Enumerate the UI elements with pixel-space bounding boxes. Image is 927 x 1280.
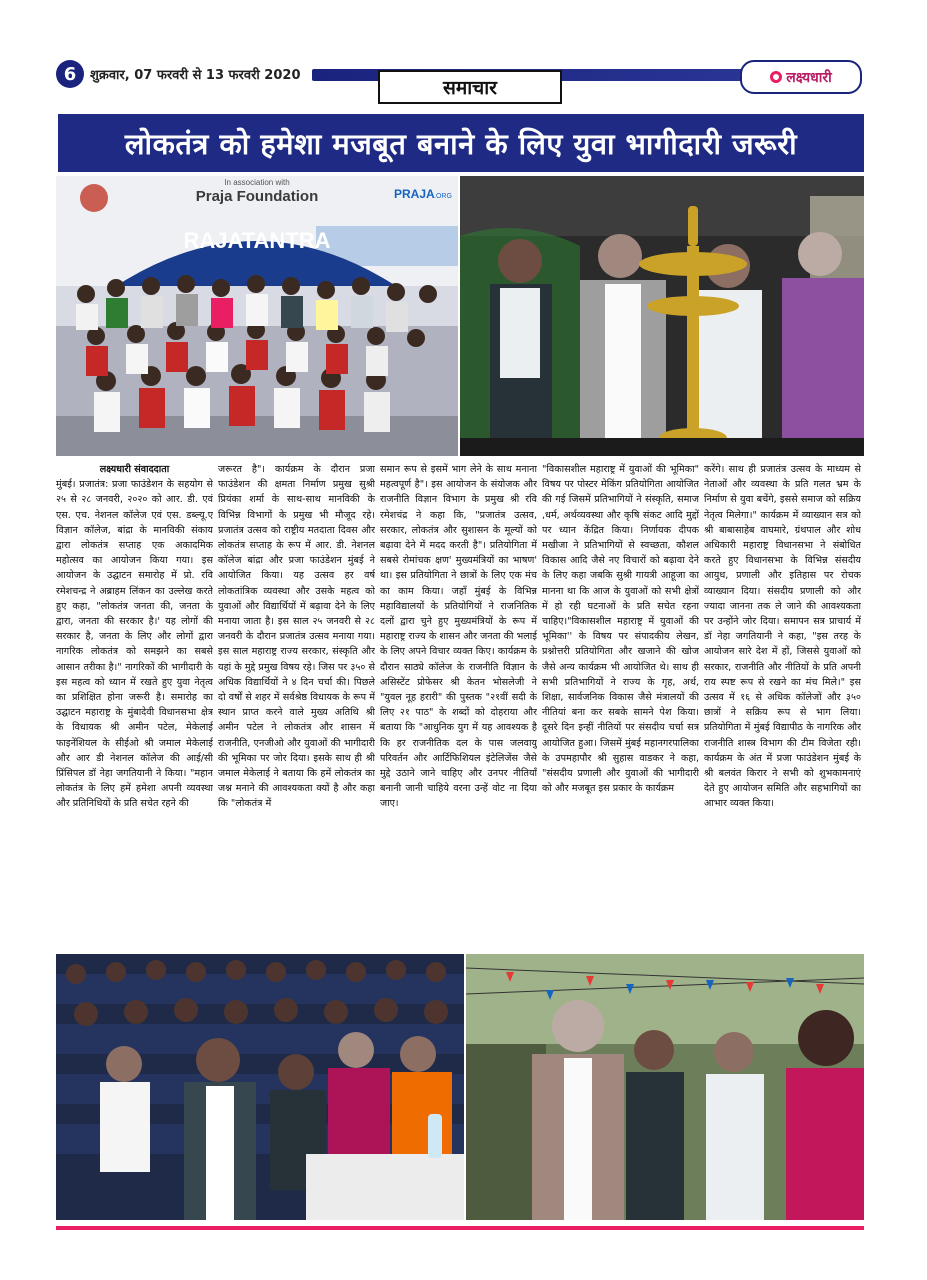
brand-ring-icon [770, 71, 782, 83]
group-photo [56, 176, 458, 456]
issue-date: शुक्रवार, 07 फरवरी से 13 फरवरी 2020 [90, 68, 301, 83]
byline: लक्ष्यधारी संवाददाता [99, 464, 170, 475]
photo-banner-small: In association with [224, 178, 290, 187]
page-number: 6 [56, 60, 84, 88]
brand-logo [740, 60, 862, 94]
audience-photo [56, 954, 464, 1220]
article-column-5-text: करेंगे। साथ ही प्रजातंत्र उत्सव के माध्यम से नेताओं और व्यवस्था के प्रति गलत भ्रम के निर्माण से युवा बचेंगे, इससे समाज को सक्रिय नेतृत्व मिलेगा।" कार्यक्रम में व्याख्यान सत्र को श्री बाबासाहेब वाघमारे, ग्रंथपाल और शोध अधिकारी महाराष्ट्र विधानसभा ने संबोधित करते हुए विधानसभा के विभिन्न संसदीय आयुध, प्रणाली और इतिहास पर रोचक व्याख्यान दिया। संसदीय प्रणाली को और ज्यादा जानना तक ले जाने की आवश्यकता पर उन्होंने जोर दिया। समापन सत्र प्राचार्य में डॉ नेहा जगतियानी ने कहा, "इस तरह के आयोजन सारे देश में हों, जिससे युवाओं को सरकार, राजनीति और नीतियों के प्रति अपनी राय स्पष्ट रूप से रखने का मंच मिले।" इस उत्सव में १६ से अधिक कॉलेजों और ३५० छात्रों ने सक्रिय रूप से भाग लिया। प्रतियोगिता में मुंबई विद्यापीठ के नागरिक और राजनीति शास्त्र विभाग की टीम विजेता रही। कार्यक्रम के अंत में प्रजा फाउंडेशन मुंबई के श्री बलवंत किरार ने सभी को शुभकामनाएं देते हुए आयोजन समिति और सहभागियों का आभार व्यक्त किया। [704, 464, 861, 810]
article-column-1 [56, 462, 213, 932]
article-column-2 [218, 462, 375, 932]
article-column-1-text: मुंबई। प्रजातंत्र: प्रजा फाउंडेशन के सहयोग से २५ से २८ जनवरी, २०२० को आर. डी. एवं एस. एच. नेशनल कॉलेज एवं एस. डब्ल्यू.ए विज्ञान कॉलेज, बांद्रा के मानविकी संकाय द्वारा लोकतंत्र सप्ताह एक अकादमिक महोत्सव का आयोजन किया गया। इस आयोजन के उद्घाटन समारोह में प्रो. रवि रमेशचन्द्र ने अब्राहम लिंकन का उल्लेख करते हुए कहा, "लोकतंत्र जनता की, जनता के द्वारा, जनता की सरकार है।' यह लोगों की सरकार है, जनता के लिए और लोगों द्वारा नागरिक लोकतंत्र को समझने का सबसे आसान तरीका है।" नागरिकों की भागीदारी के इस महत्व को ध्यान में रखते हुए युवा नेतृत्व का प्रशिक्षित होना जरूरी है। समारोह का उद्घाटन महाराष्ट्र के मुंबादेवी विधानसभा क्षेत्र के विधायक श्री अमीन पटेल, मेकेलाई फाइनेंशियल के सीईओ श्री जमाल मेकेलाई और आर डी नेशनल कॉलेज की आई/सी प्रिंसिपल डॉ नेहा जगतियानी ने किया। "महान लोकतंत्र के लिए हमें हमेशा अपनी व्यवस्था और प्रतिनिधियों के प्रति सचेत रहने की [56, 479, 213, 810]
article-column-2-text: जरूरत है"। कार्यक्रम के दौरान प्रजा फाउंडेशन की क्षमता निर्माण प्रमुख सुश्री प्रियंका शर्मा के साथ-साथ मानविकी के विभिन्न विभागों के प्रमुख भी मौजूद रहे। प्रजातंत्र उत्सव को राष्ट्रीय मतदाता दिवस और लोकतंत्र सप्ताह के रूप में आर. डी. नेशनल कॉलेज बांद्रा और प्रजा फाउंडेशन मुंबई ने आयोजित किया। यह उत्सव हर वर्ष लोकतांत्रिक व्यवस्था और उसके महत्व को युवाओं और विद्यार्थियों में बढ़ावा देने के लिए मनाया जाता है। इस साल २५ जनवरी से २८ जनवरी के दौरान प्रजातंत्र उत्सव मनाया गया। इस साल महाराष्ट्र राज्य सरकार, संस्कृति और यहां के मुद्दे प्रमुख विषय रहे। जिस पर ३५० से अधिक विद्यार्थियों ने ४ दिन चर्चा की। पिछले दो वर्षों से शहर में सर्वश्रेष्ठ विधायक के रूप में स्थान प्राप्त करने वाले मुख्य अतिथि श्री अमीन पटेल ने लोकतंत्र और शासन में राजनीति, एनजीओ और युवाओं की भागीदारी की भूमिका पर जोर दिया। इसके साथ ही श्री जमाल मेकेलाई ने बताया कि हमें लोकतंत्र का जश्न मनाने की आवश्यकता क्यों है और कहा कि "लोकतंत्र में [218, 464, 375, 810]
article-column-4-text: "विकासशील महाराष्ट्र में युवाओं की भूमिका" विषय पर पोस्टर मेकिंग प्रतियोगिता आयोजित की गई जिसमें प्रतिभागियों ने संस्कृति, समाज ,धर्म, अर्थव्यवस्था और कृषि संकट आदि मुद्दों पर ध्यान केंद्रित किया। निर्णायक दीपक मखीजा ने प्रतिभागियों से स्वच्छता, कौशल विकास आदि जैसे नए विचारों को बढ़ावा देने के लिए कहा जबकि सुश्री गायत्री आहूजा का मानना था कि आज के युवाओं को सभी क्षेत्रों में हो रही घटनाओं के प्रति सचेत रहना चाहिए।"विकासशील महाराष्ट्र में युवाओं की भूमिका'' के विषय पर संपादकीय लेखन, प्रश्नोत्तरी प्रतियोगिता और खजाने की खोज जैसे अन्य कार्यक्रम भी आयोजित थे। साथ ही सभी प्रतिभागियों ने राज्य के गृह, अर्थ, शिक्षा, सार्वजनिक विकास जैसे मंत्रालयों की नीतियां बना कर सबके सामने पेश किया। दूसरे दिन इन्हीं नीतियों पर संसदीय चर्चा सत्र आयोजित हुआ। जिसमें मुंबई महानगरपालिका के उपमहापौर श्री सुहास वाडकर ने कहा, "संसदीय प्रणाली और युवाओं की भागीदारी को और मजबूत इस प्रकार के कार्यक्रम [542, 464, 699, 795]
article-body [56, 462, 864, 932]
page-header [56, 60, 862, 99]
outdoor-photo [466, 954, 864, 1220]
bottom-rule [56, 1226, 864, 1230]
headline: लोकतंत्र को हमेशा मजबूत बनाने के लिए युवा भागीदारी जरूरी [58, 114, 864, 172]
article-column-5 [704, 462, 861, 932]
section-label: समाचार [378, 70, 562, 104]
photo-logo-text: PRAJA [394, 187, 435, 201]
photo-banner-text: Praja Foundation [195, 188, 319, 205]
photo-logo-sub: .ORG [434, 193, 452, 200]
lamp-lighting-photo [460, 176, 864, 456]
photo-stage-text: RAJATANTRA [183, 228, 331, 253]
article-column-3 [380, 462, 537, 932]
article-column-3-text: समान रूप से इसमें भाग लेने के साथ मनाना महत्वपूर्ण है"। इस आयोजन के संयोजक और राजनीति विज्ञान विभाग के प्रमुख श्री रवि रमेशचंद्र ने कहा कि, "प्रजातंत्र उत्सव, सरकार, लोकतंत्र और सुशासन के मूल्यों को बढ़ावा देने में मदद करती है"। प्रतियोगिता में सबसे रोमांचक क्षण' मुख्यमंत्रियों का भाषण' था। इस प्रतियोगिता ने छात्रों के लिए एक मंच का काम किया। जहाँ मुंबई के विभिन्न महाविद्यालयों के प्रतियोगियों ने राजनितिक दलों द्वारा चुने हुए मुख्यमंत्रियों के रूप में महाराष्ट्र राज्य के शासन और जनता की भलाई के लिए अपने विचार व्यक्त किए। कार्यक्रम के दौरान साठ्ये कॉलेज के राजनीति विज्ञान के असिस्टेंट प्रोफेसर श्री केतन भोसलेजी ने "युवल नूह हरारी" की पुस्तक "२१वीं सदी के लिए २१ पाठ" के शब्दों को दोहराया और बताया कि "आधुनिक युग में यह आवश्यक है कि हर राजनीतिक दल के पास जलवायु परिवर्तन और आर्टिफिशियल इंटेलिजेंस जैसे मुद्दे उठाने जाने चाहिए और उनपर नीतियाँ बनानी जानी चाहिये वरना उन्हें वोट ना दिया जाए। [380, 464, 537, 810]
brand-name: लक्ष्यधारी [786, 69, 832, 86]
article-column-4 [542, 462, 699, 932]
